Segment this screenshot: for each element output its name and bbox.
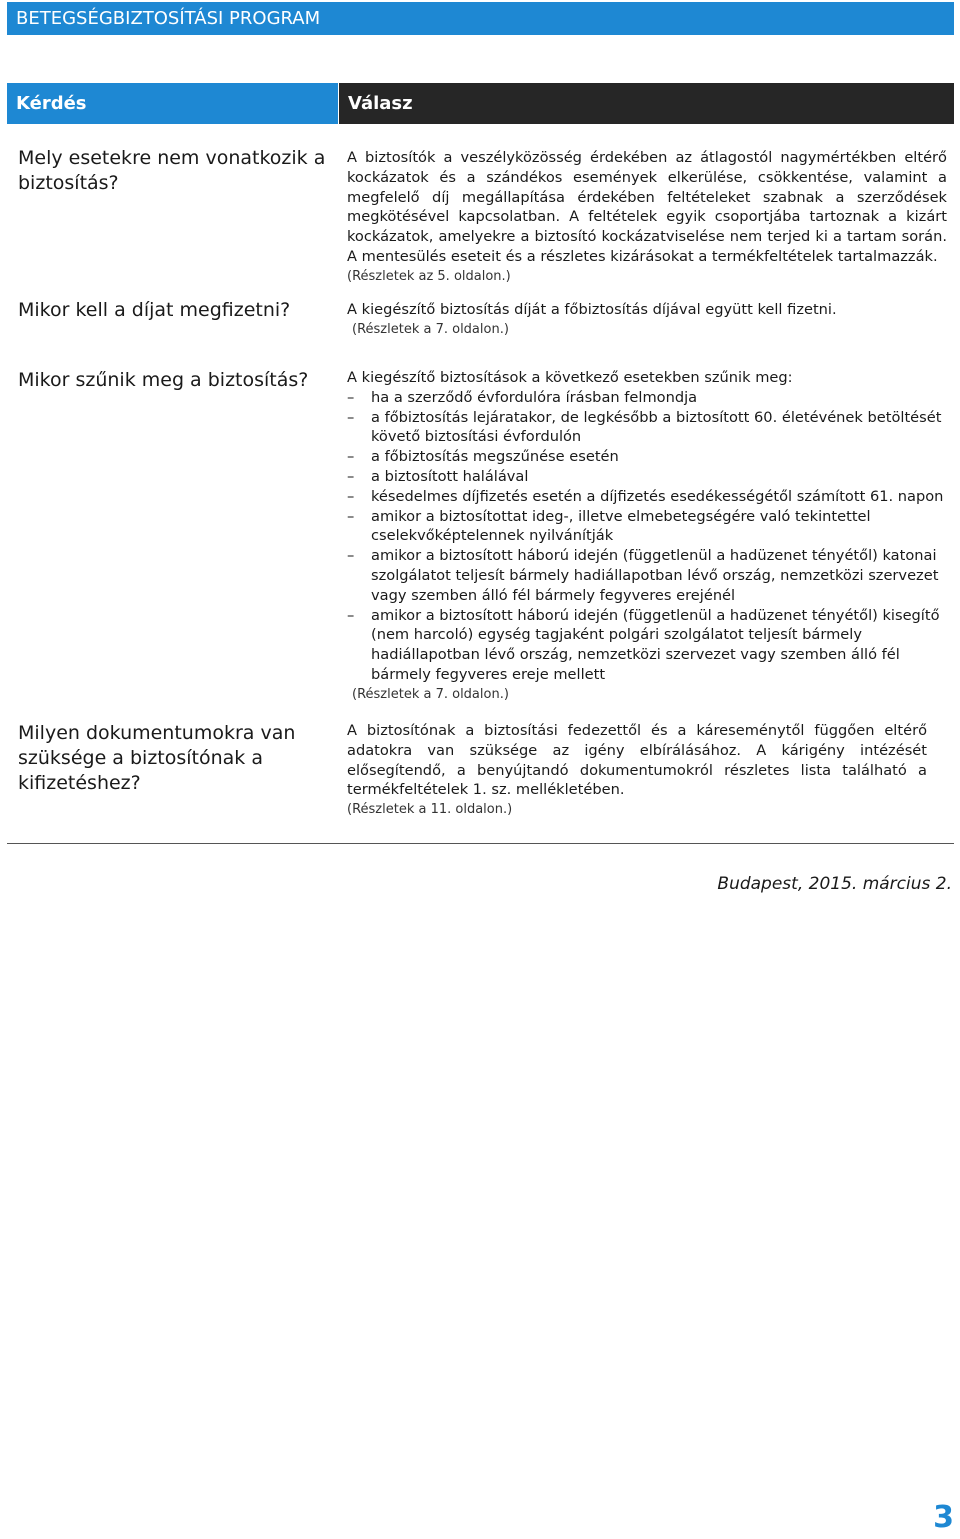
page-reference: (Részletek a 7. oldalon.) bbox=[352, 686, 509, 702]
termination-list bbox=[347, 388, 947, 685]
answer-premium-payment bbox=[347, 300, 947, 340]
list-item: – amikor a biztosított háború idején (függetlenül a hadüzenet tényétől) katonai szolgálatot teljesít bármely hadiállapotban lévő ország, nemzetközi szervezet vagy szemben álló fél bármely fegyveres erejénél bbox=[347, 547, 939, 604]
list-item: – a főbiztosítás megszűnése esetén bbox=[347, 448, 619, 466]
answer-column-header: Válasz bbox=[339, 83, 954, 124]
list-item: – a főbiztosítás lejáratakor, de legkésőbb a biztosított 60. életévének betöltését követő biztosítási évfordulón bbox=[347, 408, 942, 446]
answer-text: A kiegészítő biztosítás díját a főbiztosítás díjával együtt kell fizetni. bbox=[347, 301, 837, 318]
page-reference: (Részletek a 7. oldalon.) bbox=[352, 321, 509, 337]
answer-intro: A kiegészítő biztosítások a következő esetekben szűnik meg: bbox=[347, 369, 793, 386]
question-exclusions: Mely esetekre nem vonatkozik a biztosítás? bbox=[18, 147, 326, 194]
answer-exclusions bbox=[347, 148, 947, 287]
list-item: – késedelmes díjfizetés esetén a díjfizetés esedékességétől számított 61. napon bbox=[347, 487, 944, 505]
question-documents: Milyen dokumentumokra van szüksége a biztosítónak a kifizetéshez? bbox=[18, 722, 296, 794]
list-item: – amikor a biztosított háború idején (függetlenül a hadüzenet tényétől) kisegítő (nem harcoló) egység tagjaként polgári szolgálatot teljesít bármely hadiállapotban lévő ország, nemzetközi szervezet vagy szemben álló fél bármely fegyveres ereje mellett bbox=[347, 606, 940, 683]
answer-text: A biztosítónak a biztosítási fedezettől és a káreseménytől függően eltérő adatokra van szüksége az igény elbírálásához. A kárigény intézését elősegítendő, a benyújtandó dokumentumokról részletes lista található a termékfeltételek 1. sz. mellékletében. bbox=[347, 722, 927, 799]
page-number: 3 bbox=[933, 1500, 954, 1535]
question-premium-payment: Mikor kell a díjat megfizetni? bbox=[18, 299, 291, 321]
answer-documents bbox=[347, 721, 927, 820]
answer-text: A biztosítók a veszélyközösség érdekében az átlagostól nagymértékben eltérő kockázatok és a szándékos események elkerülése, csökkentése, valamint a megfelelő díj megállapítása érdekében feltételeket szabnak a szerződések megkötésével kapcsolatban. A feltételek egyik csoportjába tartoznak a kizárt kockázatok, amelyekre a biztosító kockázatviselése nem terjed ki a tartam során. A mentesülés eseteit és a részletes kizárásokat a termékfeltételek tartalmazzák. bbox=[347, 149, 947, 265]
list-item: – a biztosított halálával bbox=[347, 467, 529, 485]
answer-termination bbox=[347, 368, 947, 705]
program-title-banner: BETEGSÉGBIZTOSÍTÁSI PROGRAM bbox=[7, 2, 954, 35]
list-item: – ha a szerződő évfordulóra írásban felmondja bbox=[347, 388, 698, 406]
page-reference: (Részletek a 11. oldalon.) bbox=[347, 802, 513, 818]
place-and-date: Budapest, 2015. március 2. bbox=[717, 874, 952, 894]
question-column-header: Kérdés bbox=[7, 83, 338, 124]
list-item: – amikor a biztosítottat ideg-, illetve elmebetegségére való tekintettel cselekvőképtelennek nyilvánítják bbox=[347, 507, 871, 545]
question-termination: Mikor szűnik meg a biztosítás? bbox=[18, 369, 309, 391]
section-divider bbox=[7, 843, 954, 844]
page-reference: (Részletek az 5. oldalon.) bbox=[347, 268, 511, 284]
